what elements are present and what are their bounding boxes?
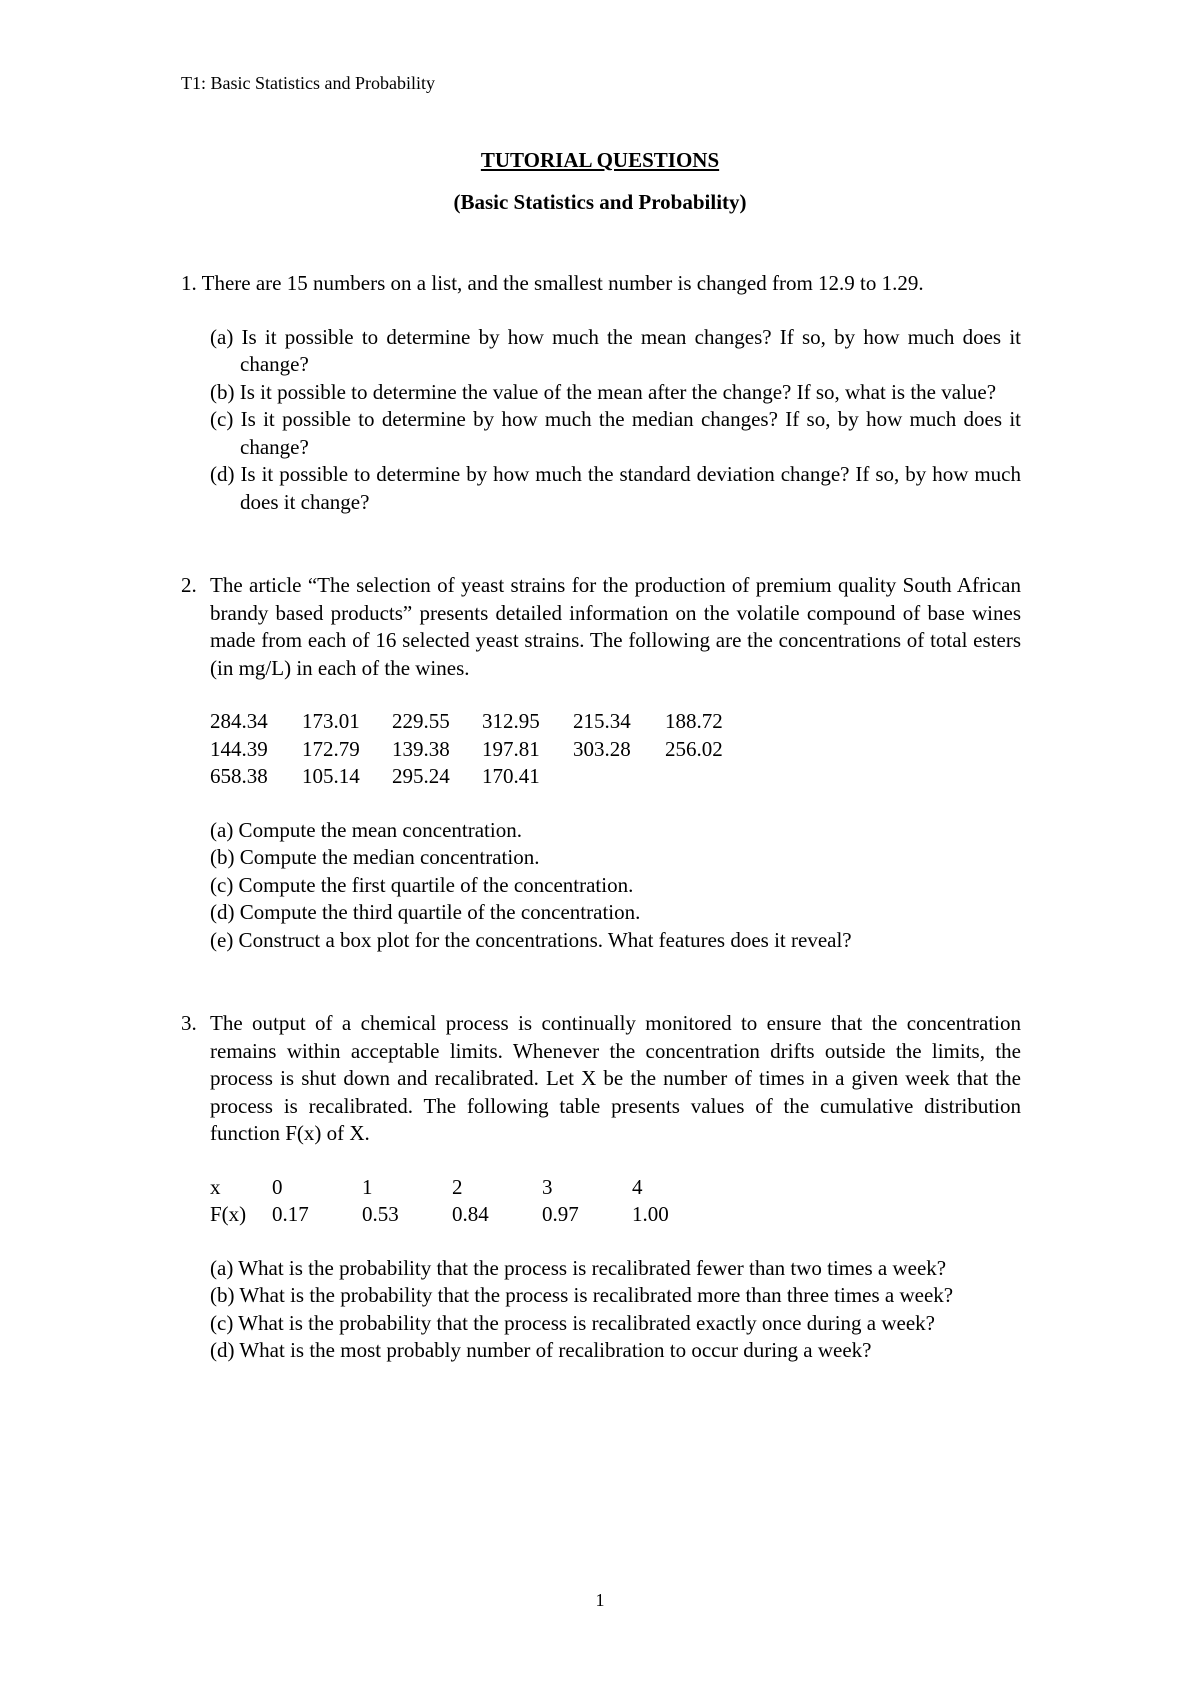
question-1 (181, 270, 1021, 298)
questions-container (181, 270, 1021, 1365)
table-row (210, 708, 723, 736)
ester-concentration-table (210, 708, 723, 791)
question-1-part-c: (c) Is it possible to determine by how much the median changes? If so, by how much does it change? (210, 407, 1021, 459)
table-cell: 215.34 (573, 709, 631, 733)
question-2-part-a: (a) Compute the mean concentration. (210, 817, 522, 842)
question-3 (181, 1010, 1021, 1148)
table-cell: 144.39 (210, 736, 268, 761)
document-title: TUTORIAL QUESTIONS (480, 148, 720, 172)
table-cell: 197.81 (482, 736, 540, 761)
table-header-x: x (210, 1174, 221, 1199)
question-2-text: The article “The selection of yeast strains for the production of premium quality South African brandy based products” presents detailed information on the volatile compound of base wines made from each of 16 selected yeast strains. The following are the concentrations of total esters (in mg/L) in each of the wines. (210, 573, 1021, 680)
question-1-number: 1. (181, 271, 197, 295)
table-row (210, 1201, 669, 1229)
question-3-parts (181, 1255, 1021, 1365)
table-cell: 284.34 (210, 709, 268, 733)
table-cell: 172.79 (302, 736, 360, 761)
document-subtitle: (Basic Statistics and Probability) (453, 190, 747, 214)
question-3-part-c: (c) What is the probability that the process is recalibrated exactly once during a week? (210, 1310, 935, 1335)
question-1-text: There are 15 numbers on a list, and the smallest number is changed from 12.9 to 1.29. (201, 271, 924, 295)
question-2-parts (181, 817, 1021, 955)
table-cell: 139.38 (392, 736, 450, 761)
table-cell: 229.55 (392, 709, 450, 733)
table-cell (665, 763, 723, 791)
table-cell: 0.17 (272, 1202, 309, 1226)
cdf-table (210, 1174, 669, 1229)
table-cell: 173.01 (302, 709, 360, 733)
question-2 (181, 572, 1021, 682)
question-2-part-d: (d) Compute the third quartile of the concentration. (210, 900, 641, 924)
table-cell: 0.97 (542, 1202, 579, 1226)
table-row (210, 1174, 669, 1202)
table-row (210, 736, 723, 764)
table-cell: 0 (272, 1174, 283, 1199)
table-cell: 170.41 (482, 764, 540, 788)
table-cell: 0.53 (362, 1202, 399, 1226)
table-cell (573, 763, 665, 791)
question-3-part-a: (a) What is the probability that the process is recalibrated fewer than two times a week? (210, 1255, 947, 1280)
question-2-part-b: (b) Compute the median concentration. (210, 845, 540, 869)
question-1-parts (181, 324, 1021, 517)
table-row (210, 763, 723, 791)
question-3-part-d: (d) What is the most probably number of recalibration to occur during a week? (210, 1338, 872, 1362)
question-3-number: 3. (181, 1011, 197, 1035)
question-1-part-d: (d) Is it possible to determine by how much the standard deviation change? If so, by how much does it change? (210, 462, 1021, 514)
table-cell: 303.28 (573, 736, 631, 761)
question-3-part-b: (b) What is the probability that the process is recalibrated more than three times a week? (210, 1283, 954, 1307)
table-cell: 3 (542, 1174, 553, 1199)
question-2-number: 2. (181, 573, 197, 597)
table-cell: 2 (452, 1174, 463, 1199)
question-1-part-b: (b) Is it possible to determine the value of the mean after the change? If so, what is the value? (210, 379, 997, 404)
table-cell: 256.02 (665, 736, 723, 761)
running-header: T1: Basic Statistics and Probability (181, 73, 435, 93)
table-header-fx: F(x) (210, 1202, 247, 1226)
table-cell: 4 (632, 1174, 643, 1199)
table-cell: 312.95 (482, 709, 540, 733)
table-cell: 1 (362, 1174, 373, 1199)
page-number: 1 (595, 1590, 605, 1610)
table-cell: 658.38 (210, 764, 268, 788)
question-2-part-e: (e) Construct a box plot for the concentrations. What features does it reveal? (210, 927, 852, 952)
question-1-part-a: (a) Is it possible to determine by how much the mean changes? If so, by how much does it change? (210, 324, 1021, 376)
table-cell: 105.14 (302, 764, 360, 788)
table-cell: 0.84 (452, 1202, 489, 1226)
question-2-part-c: (c) Compute the first quartile of the concentration. (210, 872, 634, 897)
table-cell: 1.00 (632, 1202, 669, 1226)
table-cell: 188.72 (665, 709, 723, 733)
question-3-text: The output of a chemical process is continually monitored to ensure that the concentration remains within acceptable limits. Whenever the concentration drifts outside the limits, the process is shut down and recalibrated. Let X be the number of times in a given week that the process is recalibrated. The following table presents values of the cumulative distribution function F(x) of X. (210, 1011, 1021, 1145)
table-cell: 295.24 (392, 764, 450, 788)
